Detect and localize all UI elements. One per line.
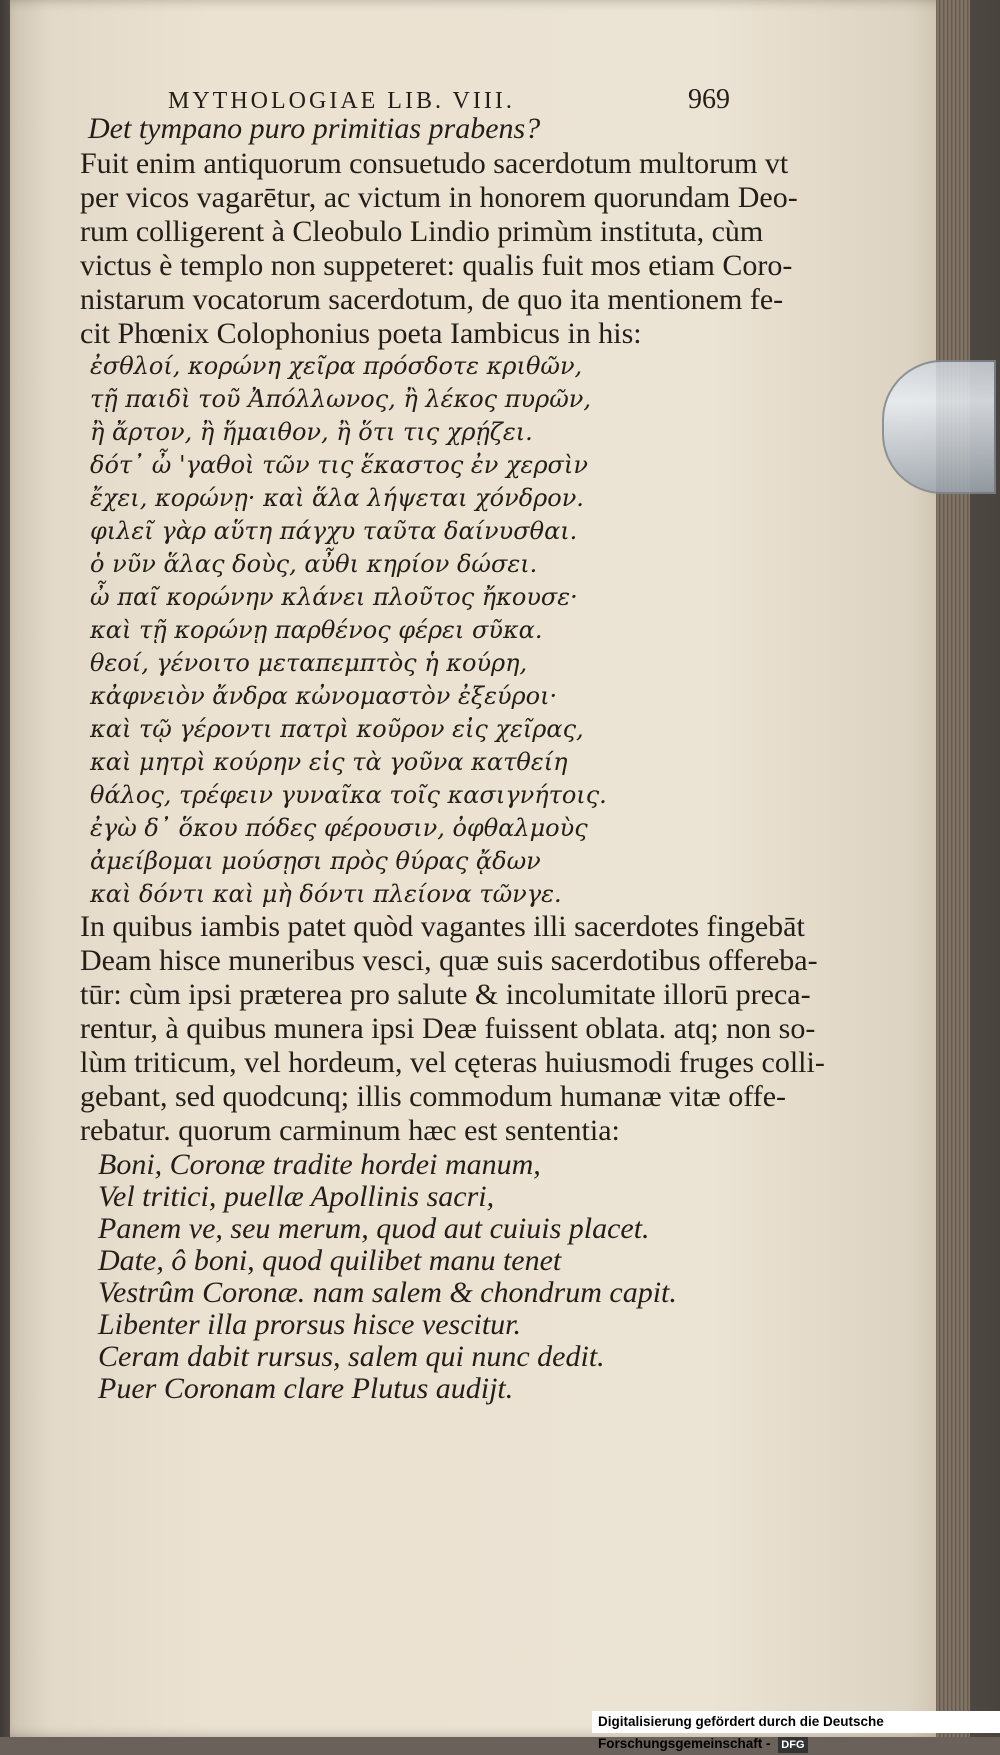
digitization-credit — [592, 1711, 1000, 1751]
greek-verse-line: καὶ τῇ κορώνῃ παρθένος φέρει σῦκα. — [90, 616, 543, 644]
greek-verse-line: ἀμείβομαι μούσῃσι πρὸς θύρας ᾄδων — [90, 847, 541, 875]
text-line: gebant, sed quodcunq; illis commodum humanæ vitæ offe- — [80, 1080, 787, 1113]
text-line: rum colligerent à Cleobulo Lindio primùm instituta, cùm — [80, 215, 764, 248]
page-edge-stack — [936, 0, 970, 1737]
text-line: cit Phœnix Colophonius poeta Iambicus in his: — [80, 317, 642, 350]
dfg-logo: DFG — [778, 1737, 807, 1753]
latin-verse-line: Vestrûm Coronæ. nam salem & chondrum capit. — [98, 1276, 677, 1309]
text-line: Det tympano puro primitias prabens? — [88, 112, 541, 145]
latin-verse-line: Ceram dabit rursus, salem qui nunc dedit. — [98, 1340, 605, 1373]
book-clip — [882, 360, 996, 494]
credit-text: Digitalisierung gefördert durch die Deutsche Forschungsgemeinschaft - — [598, 1714, 884, 1751]
greek-verse-line: θεοί, γένοιτο μεταπεμπτὸς ἡ κούρη, — [90, 649, 528, 677]
latin-verse-line: Date, ô boni, quod quilibet manu tenet — [98, 1244, 562, 1277]
greek-verse-line: δότ᾽ ὦ 'γαθοὶ τῶν τις ἕκαστος ἐν χερσὶν — [90, 451, 588, 479]
latin-verse-line: Libenter illa prorsus hisce vescitur. — [98, 1308, 522, 1341]
running-title: MYTHOLOGIAE LIB. VIII. — [168, 88, 515, 114]
text-line: per vicos vagarētur, ac victum in honorem quorundam Deo- — [80, 181, 798, 214]
text-line: In quibus iambis patet quòd vagantes illi sacerdotes fingebāt — [80, 910, 805, 943]
latin-verse-line: Panem ve, seu merum, quod aut cuiuis placet. — [98, 1212, 650, 1245]
text-line: rentur, à quibus munera ipsi Deæ fuissent oblata. atq; non so- — [80, 1012, 816, 1045]
greek-verse-line: ἐσθλοί, κορώνη χεῖρα πρόσδοτε κριθῶν, — [90, 352, 583, 380]
greek-verse-line: καὶ τῷ γέροντι πατρὶ κοῦρον εἰς χεῖρας, — [90, 715, 584, 743]
greek-verse-line: φιλεῖ γὰρ αὕτη πάγχυ ταῦτα δαίνυσθαι. — [90, 517, 578, 545]
text-line: Deam hisce muneribus vesci, quæ suis sacerdotibus offereba- — [80, 944, 818, 977]
text-line: tūr: cùm ipsi præterea pro salute & incolumitate illorū preca- — [80, 978, 811, 1011]
text-line: rebatur. quorum carminum hæc est sententia: — [80, 1114, 620, 1147]
text-line: lùm triticum, vel hordeum, vel cęteras huiusmodi fruges colli- — [80, 1046, 825, 1079]
page-number: 969 — [688, 84, 730, 115]
greek-verse-line: τῇ παιδὶ τοῦ Ἀπόλλωνος, ἢ λέκος πυρῶν, — [90, 385, 592, 413]
greek-verse-line: ἢ ἄρτον, ἢ ἥμαιθον, ἢ ὅτι τις χρῄζει. — [90, 418, 533, 446]
text-line: nistarum vocatorum sacerdotum, de quo ita mentionem fe- — [80, 283, 784, 316]
greek-verse-line: ἐγὼ δ᾽ ὅκου πόδες φέρουσιν, ὀφθαλμοὺς — [90, 814, 588, 842]
latin-verse-line: Puer Coronam clare Plutus audijt. — [98, 1372, 514, 1405]
greek-verse-line: ἔχει, κορώνῃ· καὶ ἅλα λήψεται χόνδρον. — [90, 484, 584, 512]
greek-verse-line: καὶ δόντι καὶ μὴ δόντι πλείονα τῶνγε. — [90, 880, 562, 908]
latin-verse-line: Vel tritici, puellæ Apollinis sacri, — [98, 1180, 495, 1213]
greek-verse-line: καὶ μητρὶ κούρην εἰς τὰ γοῦνα κατθείη — [90, 748, 568, 776]
text-line: Fuit enim antiquorum consuetudo sacerdotum multorum vt — [80, 147, 789, 180]
greek-verse-line: ὦ παῖ κορώνην κλάνει πλοῦτος ἤκουσε· — [90, 583, 578, 611]
latin-verse-line: Boni, Coronæ tradite hordei manum, — [98, 1148, 541, 1181]
text-line: victus è templo non suppeteret: qualis fuit mos etiam Coro- — [80, 249, 793, 282]
greek-verse-line: ὁ νῦν ἅλας δοὺς, αὖθι κηρίον δώσει. — [90, 550, 538, 578]
greek-verse-line: θάλος, τρέφειν γυναῖκα τοῖς κασιγνήτοις. — [90, 781, 607, 809]
greek-verse-line: κἀφνειὸν ἄνδρα κὠνομαστὸν ἐξεύροι· — [90, 682, 558, 710]
